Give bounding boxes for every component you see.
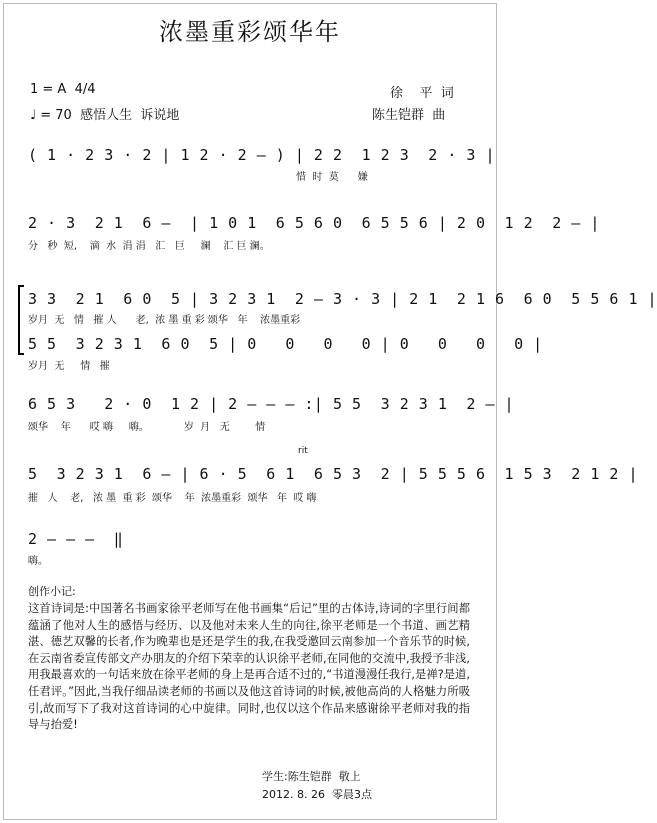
lyrics-row-7: 嗨。	[28, 556, 48, 567]
notes-heading: 创作小记:	[28, 585, 76, 598]
lyrics-row-1: 惜 时 莫 嫌	[296, 172, 368, 183]
signature: 学生:陈生铠群 敬上	[262, 770, 361, 783]
score-row-6: 5 3 2 3 1 6 – | 6 · 5 6 1 6 5 3 2 | 5 5 5 6 1 5 3 2 1 2 |	[28, 465, 638, 483]
tempo-marking: ♩ = 70 感悟人生 诉说地	[30, 108, 180, 123]
score-row-7: 2 – – – ‖	[28, 530, 124, 548]
score-row-2: 2 · 3 2 1 6 – | 1 0 1 6 5 6 0 6 5 5 6 | 2 0 1 2 2 – |	[28, 214, 600, 232]
lyrics-row-2: 分 秒 短, 滴 水 涓 涓 汇 巨 澜 汇 巨 澜。	[28, 241, 270, 252]
song-title: 浓墨重彩颂华年	[159, 18, 341, 46]
lyrics-row-4: 岁月 无 情 摧	[28, 361, 110, 372]
score-row-3: 3 3 2 1 6 0 5 | 3 2 3 1 2 – 3 · 3 | 2 1 2 1 6 6 0 5 5 6 1 |	[28, 290, 657, 308]
score-row-5: 6 5 3 2 · 0 1 2 | 2 – – – :| 5 5 3 2 3 1 2 – |	[28, 395, 515, 413]
lyrics-row-6: 摧 人 老, 浓 墨 重 彩 颂华 年 浓墨重彩 颂华 年 哎 嗨	[28, 493, 317, 504]
rit-marking: rit	[298, 446, 308, 456]
signature-date: 2012. 8. 26 零晨3点	[262, 788, 372, 801]
notes-body	[28, 601, 470, 734]
lyrics-row-5: 颂华 年 哎 嗨 嗨。 岁 月 无 情	[28, 422, 266, 433]
key-signature: 1 = A 4/4	[30, 82, 96, 97]
score-row-1: ( 1 · 2 3 · 2 | 1 2 · 2 – ) | 2 2 1 2 3 2 · 3 |	[28, 146, 496, 164]
score-row-4: 5 5 3 2 3 1 6 0 5 | 0 0 0 0 | 0 0 0 0 |	[28, 335, 543, 353]
notes-paragraph: 这首诗词是:中国著名书画家徐平老师写在他书画集“后记”里的古体诗,诗词的字里行间都蕴涵了他对人生的感悟与经历、以及他对未来人生的向往,徐平老师是一个书道、画艺精湛、德艺双馨的长者,作为晚辈也是还是学生的我,在我受邀回云南参加一个音乐节的时候,在云南省委宣传部文产办朋友的介绍下荣幸的认识徐平老师,在同他的交流中,我授予非浅,用我最喜欢的一句话来放在徐平老师的身上是再合适不过的,“书道漫漫任我行,是禅?是道,任君评。”因此,当我仔细品读老师的书画以及他这首诗词的时候,被他高尚的人格魅力所吸引,故而写下了我对这首诗词的心中旋律。同时,也仅以这个作品来感谢徐平老师对我的指导与抬爱!	[28, 602, 470, 732]
lyricist-credit: 徐 平 词	[390, 86, 454, 101]
composer-credit: 陈生铠群 曲	[372, 108, 446, 123]
lyrics-row-3: 岁月 无 情 摧 人 老, 浓 墨 重 彩 颂华 年 浓墨重彩	[28, 315, 301, 326]
system-bracket	[18, 285, 24, 355]
